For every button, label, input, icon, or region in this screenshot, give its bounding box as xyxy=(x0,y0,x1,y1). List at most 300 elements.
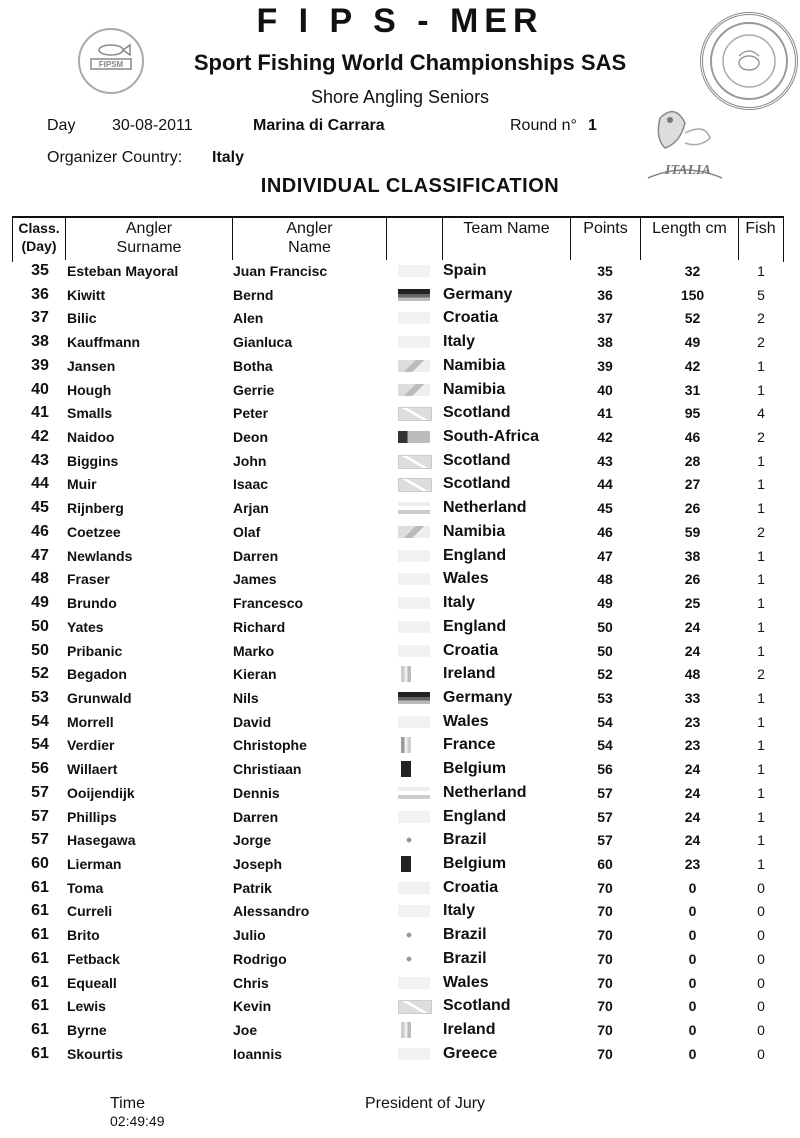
round-value: 1 xyxy=(588,117,597,134)
points-cell: 52 xyxy=(597,666,613,683)
name-cell: Julio xyxy=(233,927,266,944)
fish-cell: 1 xyxy=(757,357,765,374)
table-row xyxy=(0,472,800,496)
points-cell: 70 xyxy=(597,1045,613,1062)
length-cell: 31 xyxy=(684,381,701,398)
rank-cell: 61 xyxy=(31,997,49,1015)
table-row xyxy=(0,923,800,947)
country-flag-icon xyxy=(401,666,411,682)
team-cell: France xyxy=(443,736,496,754)
table-row xyxy=(0,520,800,544)
table-row xyxy=(0,354,800,378)
country-flag-icon xyxy=(398,573,430,585)
points-cell: 70 xyxy=(597,927,613,944)
header-points: Points xyxy=(583,220,628,237)
surname-cell: Byrne xyxy=(67,1022,107,1039)
team-cell: Ireland xyxy=(443,1021,496,1039)
country-flag-icon xyxy=(404,834,414,846)
surname-cell: Curreli xyxy=(67,903,113,920)
fish-cell: 1 xyxy=(757,784,765,801)
table-row xyxy=(0,615,800,639)
name-cell: Olaf xyxy=(233,523,261,540)
table-row xyxy=(0,544,800,568)
rank-cell: 37 xyxy=(31,309,49,327)
rank-cell: 48 xyxy=(31,570,49,588)
points-cell: 35 xyxy=(597,263,613,279)
venue-value: Marina di Carrara xyxy=(253,117,385,134)
fish-cell: 1 xyxy=(757,595,765,612)
country-flag-icon xyxy=(398,621,430,633)
fish-cell: 1 xyxy=(757,737,765,754)
country-flag-icon xyxy=(398,1048,430,1060)
rank-cell: 61 xyxy=(31,973,49,991)
rank-cell: 42 xyxy=(31,428,49,446)
header-team: Team Name xyxy=(463,220,550,237)
points-cell: 57 xyxy=(597,808,613,825)
fish-cell: 1 xyxy=(757,476,765,493)
surname-cell: Smalls xyxy=(67,405,113,422)
country-flag-icon xyxy=(398,716,430,728)
points-cell: 41 xyxy=(597,405,613,422)
fish-cell: 2 xyxy=(757,523,765,540)
length-cell: 24 xyxy=(684,642,701,659)
surname-cell: Pribanic xyxy=(67,642,123,659)
name-cell: John xyxy=(233,452,267,469)
country-flag-icon xyxy=(398,384,430,396)
points-cell: 44 xyxy=(597,476,613,493)
fish-cell: 1 xyxy=(757,713,765,730)
country-flag-icon xyxy=(398,645,430,657)
rank-cell: 50 xyxy=(31,641,49,659)
name-cell: Gianluca xyxy=(233,334,293,351)
team-cell: Italy xyxy=(443,902,476,920)
team-cell: Italy xyxy=(443,594,476,612)
length-cell: 0 xyxy=(688,998,697,1015)
surname-cell: Equeall xyxy=(67,974,117,991)
points-cell: 56 xyxy=(597,761,613,778)
name-cell: Bernd xyxy=(233,286,274,303)
team-cell: Germany xyxy=(443,688,513,706)
rank-cell: 50 xyxy=(31,617,49,635)
team-cell: Germany xyxy=(443,285,513,303)
team-cell: Scotland xyxy=(443,404,511,422)
team-cell: England xyxy=(443,546,507,564)
name-cell: Christophe xyxy=(233,737,307,754)
length-cell: 38 xyxy=(684,547,701,564)
points-cell: 57 xyxy=(597,784,613,801)
rank-cell: 60 xyxy=(31,855,49,872)
fish-cell: 1 xyxy=(757,263,765,279)
rank-cell: 35 xyxy=(31,262,49,279)
rank-cell: 40 xyxy=(31,380,49,398)
classification-title: INDIVIDUAL CLASSIFICATION xyxy=(260,175,560,197)
points-cell: 50 xyxy=(597,618,613,635)
team-cell: Spain xyxy=(443,262,487,279)
fish-cell: 0 xyxy=(757,879,765,896)
length-cell: 0 xyxy=(688,1045,697,1062)
name-cell: Chris xyxy=(233,974,269,991)
organizer-value: Italy xyxy=(212,149,245,166)
country-flag-icon xyxy=(398,977,430,989)
team-cell: Wales xyxy=(443,570,489,588)
table-row xyxy=(0,686,800,710)
fish-cell: 0 xyxy=(757,903,765,920)
length-cell: 0 xyxy=(688,1022,697,1039)
fish-cell: 1 xyxy=(757,832,765,849)
rank-cell: 47 xyxy=(31,546,49,564)
surname-cell: Kauffmann xyxy=(67,334,141,351)
rank-cell: 52 xyxy=(31,665,49,683)
federation-stamp xyxy=(700,12,798,110)
country-flag-icon xyxy=(398,597,430,609)
name-cell: Darren xyxy=(233,547,279,564)
team-cell: Ireland xyxy=(443,665,496,683)
fish-cell: 4 xyxy=(757,405,765,422)
table-row xyxy=(0,1018,800,1042)
fish-cell: 0 xyxy=(757,974,765,991)
fish-cell: 1 xyxy=(757,689,765,706)
header-fish: Fish xyxy=(745,220,776,237)
points-cell: 50 xyxy=(597,642,613,659)
fish-cell: 2 xyxy=(757,310,765,327)
day-value: 30-08-2011 xyxy=(112,117,193,134)
rank-cell: 61 xyxy=(31,878,49,896)
country-flag-icon xyxy=(398,360,430,372)
surname-cell: Esteban Mayoral xyxy=(67,263,179,279)
points-cell: 43 xyxy=(597,452,613,469)
team-cell: Belgium xyxy=(443,760,507,778)
surname-cell: Coetzee xyxy=(67,523,121,540)
rank-cell: 46 xyxy=(31,522,49,540)
name-cell: Botha xyxy=(233,357,273,374)
name-cell: Joe xyxy=(233,1022,258,1039)
name-cell: Kevin xyxy=(233,998,272,1015)
rank-cell: 57 xyxy=(31,831,49,849)
length-cell: 0 xyxy=(688,927,697,944)
header-length: Length cm xyxy=(652,220,727,237)
table-row xyxy=(0,591,800,615)
organizer-label: Organizer Country: xyxy=(47,149,183,166)
surname-cell: Morrell xyxy=(67,713,114,730)
surname-cell: Rijnberg xyxy=(67,500,124,517)
length-cell: 0 xyxy=(688,903,697,920)
name-cell: Isaac xyxy=(233,476,269,493)
fish-cell: 1 xyxy=(757,500,765,517)
table-row xyxy=(0,378,800,402)
points-cell: 37 xyxy=(597,310,613,327)
table-row xyxy=(0,449,800,473)
country-flag-icon xyxy=(398,1000,432,1014)
team-cell: Scotland xyxy=(443,997,511,1015)
team-cell: Brazil xyxy=(443,831,487,849)
team-cell: England xyxy=(443,617,507,635)
fish-cell: 5 xyxy=(757,286,765,303)
header-class-line2: (Day) xyxy=(21,238,57,254)
points-cell: 70 xyxy=(597,879,613,896)
rank-cell: 61 xyxy=(31,1044,49,1062)
team-cell: Netherland xyxy=(443,783,527,801)
name-cell: David xyxy=(233,713,272,730)
jury-label: President of Jury xyxy=(365,1095,486,1112)
country-flag-icon xyxy=(401,761,411,777)
name-cell: Juan Francisc xyxy=(233,263,328,279)
country-flag-icon xyxy=(398,502,430,514)
points-cell: 70 xyxy=(597,998,613,1015)
team-cell: South-Africa xyxy=(443,428,539,446)
name-cell: Deon xyxy=(233,429,268,446)
championship-subtitle: Sport Fishing World Championships SAS xyxy=(193,50,627,75)
header-name xyxy=(233,219,386,257)
surname-cell: Brundo xyxy=(67,595,117,612)
surname-cell: Grunwald xyxy=(67,689,132,706)
name-cell: Christiaan xyxy=(233,761,302,778)
country-flag-icon xyxy=(398,336,430,348)
fish-cell: 2 xyxy=(757,334,765,351)
points-cell: 57 xyxy=(597,832,613,849)
time-value: 02:49:49 xyxy=(110,1113,165,1129)
length-cell: 23 xyxy=(684,737,701,754)
name-cell: Marko xyxy=(233,642,275,659)
length-cell: 33 xyxy=(684,689,701,706)
length-cell: 46 xyxy=(684,429,701,446)
table-row xyxy=(0,757,800,781)
country-flag-icon xyxy=(398,882,430,894)
length-cell: 59 xyxy=(684,523,701,540)
surname-cell: Yates xyxy=(67,618,104,635)
country-flag-icon xyxy=(398,787,430,799)
country-flag-icon xyxy=(398,289,430,301)
length-cell: 24 xyxy=(684,832,701,849)
table-row xyxy=(0,852,800,876)
team-cell: Belgium xyxy=(443,855,507,872)
rank-cell: 61 xyxy=(31,1021,49,1039)
rank-cell: 53 xyxy=(31,688,49,706)
surname-cell: Ooijendijk xyxy=(67,784,135,801)
rank-cell: 43 xyxy=(31,451,49,469)
header-surname-line1: Angler xyxy=(125,220,173,237)
team-cell: Wales xyxy=(443,973,489,991)
points-cell: 45 xyxy=(597,500,613,517)
fipsm-logo xyxy=(78,28,144,94)
points-cell: 47 xyxy=(597,547,613,564)
points-cell: 54 xyxy=(597,737,613,754)
fish-cell: 0 xyxy=(757,1022,765,1039)
rank-cell: 57 xyxy=(31,783,49,801)
header-class-line1: Class. xyxy=(18,220,60,236)
table-row xyxy=(0,971,800,995)
length-cell: 0 xyxy=(688,879,697,896)
length-cell: 24 xyxy=(684,761,701,778)
fish-cell: 1 xyxy=(757,618,765,635)
table-row xyxy=(0,639,800,663)
fish-cell: 0 xyxy=(757,998,765,1015)
stamp-icon xyxy=(706,18,792,104)
italia-fish-icon xyxy=(640,98,730,186)
length-cell: 28 xyxy=(684,452,701,469)
surname-cell: Begadon xyxy=(67,666,127,683)
name-cell: Kieran xyxy=(233,666,277,683)
fish-cell: 0 xyxy=(757,1045,765,1062)
surname-cell: Toma xyxy=(67,879,104,896)
rank-cell: 61 xyxy=(31,902,49,920)
table-row xyxy=(0,781,800,805)
surname-cell: Hough xyxy=(67,381,112,398)
fish-cell: 0 xyxy=(757,950,765,967)
name-cell: Alen xyxy=(233,310,264,327)
table-row xyxy=(0,425,800,449)
name-cell: Darren xyxy=(233,808,279,825)
points-cell: 36 xyxy=(597,286,613,303)
name-cell: Peter xyxy=(233,405,269,422)
table-row xyxy=(0,947,800,971)
surname-cell: Jansen xyxy=(67,357,116,374)
surname-cell: Verdier xyxy=(67,737,115,754)
name-cell: Patrik xyxy=(233,879,272,896)
team-cell: Scotland xyxy=(443,475,511,493)
team-cell: Namibia xyxy=(443,356,506,374)
points-cell: 39 xyxy=(597,357,613,374)
points-cell: 60 xyxy=(597,856,613,872)
surname-cell: Hasegawa xyxy=(67,832,136,849)
length-cell: 0 xyxy=(688,950,697,967)
fish-cell: 1 xyxy=(757,642,765,659)
team-cell: Italy xyxy=(443,333,476,351)
points-cell: 53 xyxy=(597,689,613,706)
name-cell: Arjan xyxy=(233,500,269,517)
day-label: Day xyxy=(47,117,76,134)
surname-cell: Fetback xyxy=(67,950,120,967)
surname-cell: Lierman xyxy=(67,856,122,872)
length-cell: 95 xyxy=(684,405,701,422)
round-label: Round n° xyxy=(510,117,577,134)
header-name-line2: Name xyxy=(288,239,331,256)
header-name-line1: Angler xyxy=(286,220,333,237)
length-cell: 24 xyxy=(684,618,701,635)
surname-cell: Bilic xyxy=(67,310,97,327)
rank-cell: 57 xyxy=(31,807,49,825)
fish-cell: 2 xyxy=(757,429,765,446)
fipsm-fish-icon xyxy=(82,32,140,90)
fipsm-logo-text: FIPSM xyxy=(98,60,124,69)
surname-cell: Newlands xyxy=(67,547,133,564)
team-cell: Namibia xyxy=(443,522,506,540)
fish-cell: 1 xyxy=(757,808,765,825)
country-flag-icon xyxy=(398,526,430,538)
country-flag-icon xyxy=(404,929,414,941)
document-title: F I P S - MER xyxy=(256,2,544,40)
country-flag-icon xyxy=(398,455,432,469)
points-cell: 40 xyxy=(597,381,613,398)
surname-cell: Fraser xyxy=(67,571,110,588)
team-cell: Greece xyxy=(443,1044,498,1062)
rank-cell: 56 xyxy=(31,760,49,778)
table-row xyxy=(0,283,800,307)
length-cell: 26 xyxy=(684,571,701,588)
country-flag-icon xyxy=(404,953,414,965)
rank-cell: 45 xyxy=(31,499,49,517)
column-divider xyxy=(386,216,387,260)
table-row xyxy=(0,994,800,1018)
surname-cell: Lewis xyxy=(67,998,106,1015)
points-cell: 46 xyxy=(597,523,613,540)
fish-cell: 1 xyxy=(757,547,765,564)
rank-cell: 41 xyxy=(31,404,49,422)
fish-cell: 1 xyxy=(757,381,765,398)
length-cell: 42 xyxy=(684,357,701,374)
length-cell: 24 xyxy=(684,784,701,801)
points-cell: 42 xyxy=(597,429,613,446)
table-row xyxy=(0,733,800,757)
length-cell: 49 xyxy=(684,334,701,351)
length-cell: 48 xyxy=(684,666,701,683)
name-cell: Gerrie xyxy=(233,381,275,398)
name-cell: James xyxy=(233,571,277,588)
points-cell: 70 xyxy=(597,974,613,991)
length-cell: 52 xyxy=(684,310,701,327)
country-flag-icon xyxy=(398,407,432,421)
team-cell: Croatia xyxy=(443,309,499,327)
fish-cell: 2 xyxy=(757,666,765,683)
name-cell: Rodrigo xyxy=(233,950,287,967)
rank-cell: 61 xyxy=(31,949,49,967)
length-cell: 32 xyxy=(684,263,701,279)
name-cell: Joseph xyxy=(233,856,283,872)
rank-cell: 39 xyxy=(31,356,49,374)
length-cell: 0 xyxy=(688,974,697,991)
table-row xyxy=(0,876,800,900)
points-cell: 70 xyxy=(597,1022,613,1039)
name-cell: Alessandro xyxy=(233,903,310,920)
length-cell: 23 xyxy=(684,856,701,872)
table-row xyxy=(0,330,800,354)
country-flag-icon xyxy=(398,692,430,704)
fish-cell: 1 xyxy=(757,571,765,588)
team-cell: Namibia xyxy=(443,380,506,398)
country-flag-icon xyxy=(398,431,430,443)
fish-cell: 1 xyxy=(757,856,765,872)
rank-cell: 36 xyxy=(31,285,49,303)
italia-logo-text: ITALIA xyxy=(665,163,711,178)
table-row xyxy=(0,306,800,330)
name-cell: Dennis xyxy=(233,784,280,801)
points-cell: 70 xyxy=(597,950,613,967)
team-cell: Wales xyxy=(443,712,489,730)
table-row xyxy=(0,710,800,734)
surname-cell: Brito xyxy=(67,927,100,944)
fish-cell: 1 xyxy=(757,761,765,778)
rank-cell: 54 xyxy=(31,736,49,754)
table-row xyxy=(0,805,800,829)
surname-cell: Naidoo xyxy=(67,429,115,446)
team-cell: Brazil xyxy=(443,926,487,944)
length-cell: 26 xyxy=(684,500,701,517)
surname-cell: Skourtis xyxy=(67,1045,124,1062)
surname-cell: Muir xyxy=(67,476,97,493)
country-flag-icon xyxy=(398,478,432,492)
fish-cell: 0 xyxy=(757,927,765,944)
team-cell: England xyxy=(443,807,507,825)
team-cell: Croatia xyxy=(443,878,499,896)
table-row xyxy=(0,828,800,852)
header-surname xyxy=(66,219,232,257)
rank-cell: 44 xyxy=(31,475,49,493)
country-flag-icon xyxy=(398,905,430,917)
name-cell: Nils xyxy=(233,689,259,706)
team-cell: Croatia xyxy=(443,641,499,659)
country-flag-icon xyxy=(398,265,430,277)
country-flag-icon xyxy=(401,737,411,753)
table-row xyxy=(0,496,800,520)
